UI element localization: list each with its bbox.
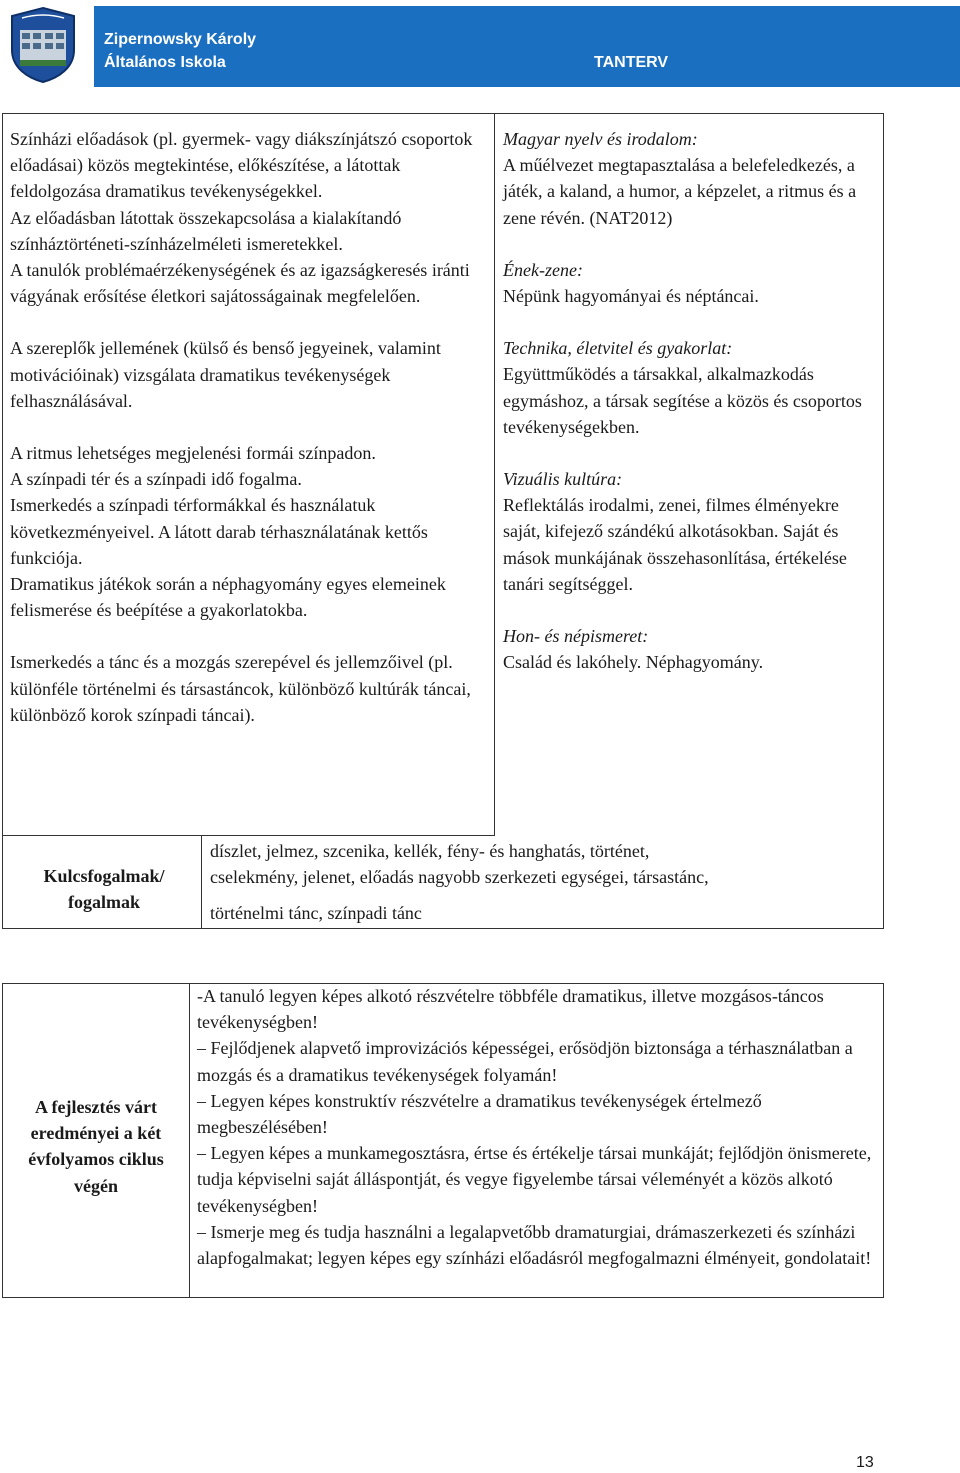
result-item: – Legyen képes a munkamegosztásra, értse és értékelje társai munkáját; fejlődjön önismerete, tudja képviselni saját álláspontját, és vegye figyelembe társai véleményét a közös alkotó tevékenységben! <box>197 1143 872 1216</box>
content-paragraph: A tanulók problémaérzékenységének és az igazságkeresés iránti vágyának erősítése életkori sajátosságainak megfelelően. <box>10 260 470 307</box>
subject-heading: Hon- és népismeret: <box>503 626 649 647</box>
school-name <box>104 28 256 74</box>
row-divider <box>2 835 201 836</box>
keywords-line: cselekmény, jelenet, előadás nagyobb szerkezeti egységei, társastánc, <box>210 867 709 888</box>
results-list <box>197 983 877 1271</box>
subject-heading: Vizuális kultúra: <box>503 469 623 490</box>
keywords-line: történelmi tánc, színpadi tánc <box>210 903 422 924</box>
column-divider <box>494 113 495 836</box>
result-item: -A tanuló legyen képes alkotó részvételre többféle dramatikus, illetve mozgásos-táncos tevékenységben! <box>197 986 824 1033</box>
subject-heading: Ének-zene: <box>503 259 583 280</box>
page-header <box>0 0 960 90</box>
content-paragraph: Színházi előadások (pl. gyermek- vagy diákszínjátszó csoportok előadásai) közös megtekintése, előkészítése, a látottak feldolgozása dramatikus tevékenységekkel. <box>10 129 473 202</box>
row-divider <box>201 835 495 836</box>
subject-text: Család és lakóhely. Néphagyomány. <box>503 652 764 673</box>
school-name-line2: Általános Iskola <box>104 54 226 71</box>
content-left-cell <box>10 126 494 728</box>
subject-text: Együttműködés a társakkal, alkalmazkodás egymáshoz, a társak segítése a közös és csoportos tevékenységekben. <box>503 364 862 437</box>
school-name-line1: Zipernowsky Károly <box>104 31 257 48</box>
keywords-line: díszlet, jelmez, szcenika, kellék, fény- és hanghatás, történet, <box>210 841 650 861</box>
content-paragraph: Ismerkedés a színpadi térformákkal és használatuk következményeivel. A látott darab térhasználatának kettős funkciója. <box>10 495 428 568</box>
content-paragraph: Ismerkedés a tánc és a mozgás szerepével és jellemzőivel (pl. különféle történelmi és társastáncok, különböző kultúrák táncai, különböző korok színpadi táncai). <box>10 652 471 725</box>
connections-right-cell <box>503 126 875 675</box>
content-paragraph: A színpadi tér és a színpadi idő fogalma. <box>10 469 302 490</box>
school-logo-icon <box>8 6 78 84</box>
column-divider <box>201 835 202 929</box>
subject-text: Reflektálás irodalmi, zenei, filmes élményekre saját, kifejező szándékú alkotásokban. Saját és mások munkájának összehasonlítása, értékelése tanári segítséggel. <box>503 495 847 594</box>
subject-text: Népünk hagyományai és néptáncai. <box>503 286 759 307</box>
result-item: – Legyen képes konstruktív részvételre a dramatikus tevékenységek értelmező megbeszélésében! <box>197 1090 762 1138</box>
content-paragraph: A ritmus lehetséges megjelenési formái színpadon. <box>10 443 376 464</box>
content-paragraph: Az előadásban látottak összekapcsolása a kialakítandó színháztörténeti-színházelméleti ismeretekkel. <box>10 207 402 254</box>
results-label: A fejlesztés várt eredményei a két évfolyamos ciklus végén <box>28 1097 164 1196</box>
content-paragraph: Dramatikus játékok során a néphagyomány egyes elemeinek felismerése és beépítése a gyakorlatokba. <box>10 574 446 621</box>
subject-heading: Technika, életvitel és gyakorlat: <box>503 338 733 359</box>
column-divider <box>189 983 190 1298</box>
keywords-text <box>210 838 880 927</box>
page-number: 13 <box>856 1454 874 1471</box>
content-paragraph: A szereplők jellemének (külső és benső jegyeinek, valamint motivációinak) vizsgálata dramatikus tevékenységek felhasználásával. <box>10 338 441 411</box>
subject-heading: Magyar nyelv és irodalom: <box>503 129 698 149</box>
subject-text: A műélvezet megtapasztalása a belefeledkezés, a játék, a kaland, a humor, a képzelet, a ritmus és a zene révén. (NAT2012) <box>503 155 857 228</box>
document-type: TANTERV <box>594 54 669 71</box>
result-item: – Ismerje meg és tudja használni a legalapvetőbb dramaturgiai, drámaszerkezeti és színházi alapfogalmakat; legyen képes egy színházi előadásról megfogalmazni élményeit, gondolatait! <box>197 1221 872 1269</box>
result-item: – Fejlődjenek alapvető improvizációs képességei, erősödjön biztonsága a térhasználatban a mozgás és a dramatikus tevékenységek folyamán! <box>197 1038 853 1085</box>
keywords-label: Kulcsfogalmak/ fogalmak <box>43 866 165 913</box>
